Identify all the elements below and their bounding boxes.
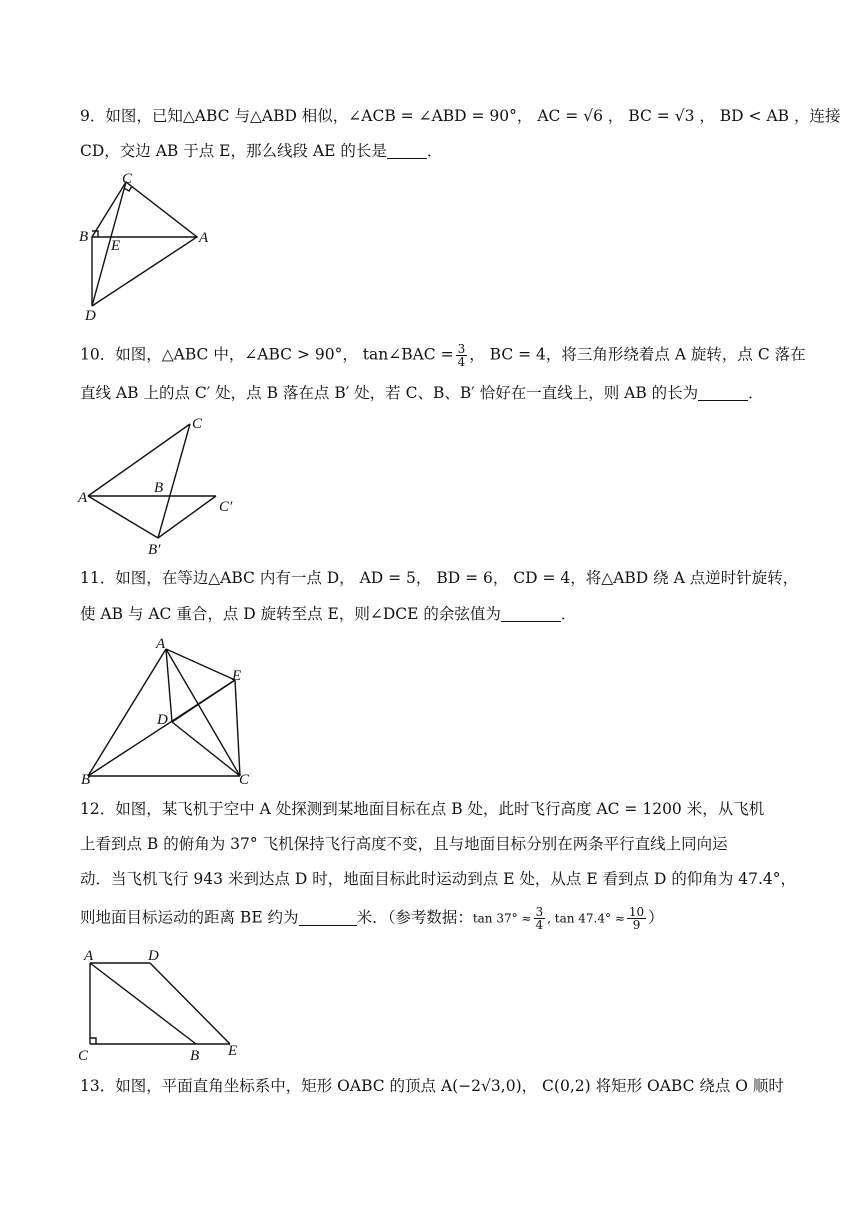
problem-text: 如图，已知△ABC 与△ABD 相似，∠ACB = ∠ABD = 90°， AC = √6 ， BC = √3 ， BD < AB ，连接 (105, 107, 841, 125)
fraction-denominator: 9 (632, 918, 641, 932)
segment-ae (166, 649, 235, 680)
problem-number: 9． (80, 107, 106, 125)
figure-11 (78, 632, 268, 787)
segment-b-prime-c-prime (158, 496, 216, 538)
figure-12 (78, 944, 258, 1064)
problem-text: 米．（参考数据： (356, 908, 473, 927)
problem-text: 则地面目标运动的距离 BE 约为 (80, 908, 299, 927)
label-a: A (199, 230, 209, 246)
fraction-numerator: 3 (457, 342, 466, 356)
answer-blank[interactable] (698, 385, 748, 401)
problem-11-line-2 (80, 604, 576, 624)
period: ． (560, 605, 577, 623)
figure-10 (78, 412, 248, 557)
problem-12-line-4 (80, 906, 664, 931)
problem-9-line-2 (80, 141, 442, 161)
problem-number: 11． (80, 569, 116, 587)
reference-tan37: tan 37° ≈ (472, 911, 532, 926)
problem-text: 如图，△ABC 中，∠ABC > 90°， tan∠BAC = (115, 345, 454, 364)
figure-9-outline (92, 182, 197, 306)
problem-text: CD，交边 AB 于点 E，那么线段 AE 的长是 (80, 142, 387, 160)
segment-de (172, 680, 235, 722)
problem-number: 12． (80, 800, 116, 818)
label-d: D (148, 948, 159, 964)
label-d: D (85, 308, 96, 324)
segment-ab-prime (88, 496, 158, 538)
right-angle-mark-c (90, 1038, 96, 1044)
problem-9-line-1 (80, 106, 840, 126)
label-c: C (239, 772, 250, 788)
problem-text: 直线 AB 上的点 C′ 处，点 B 落在点 B′ 处，若 C、B、B′ 恰好在一直线上，则 AB 的长为 (80, 384, 699, 402)
label-a: A (78, 490, 88, 506)
segment-ac (166, 649, 240, 776)
label-b-prime: B′ (148, 542, 161, 558)
problem-number: 13． (80, 1077, 116, 1095)
label-c: C (122, 171, 133, 187)
answer-blank[interactable] (299, 910, 357, 926)
label-b: B (190, 1048, 200, 1064)
label-c-prime: C′ (219, 499, 233, 515)
period: ． (426, 142, 443, 160)
label-b: B (79, 229, 89, 245)
problem-10-line-1 (80, 343, 806, 368)
problem-number: 10． (80, 345, 116, 364)
fraction-10-9 (627, 906, 646, 931)
problem-text: ， BC = 4，将三角形绕着点 A 旋转，点 C 落在 (469, 345, 806, 364)
fraction-numerator: 10 (628, 905, 645, 919)
label-d: D (157, 712, 168, 728)
problem-13-line-1 (80, 1076, 784, 1096)
period: ． (748, 384, 764, 402)
problem-text: 如图，某飞机于空中 A 处探测到某地面目标在点 B 处，此时飞行高度 AC = 1200 米，从飞机 (115, 800, 765, 818)
label-e: E (228, 1043, 238, 1059)
segment-ec (235, 680, 240, 776)
problem-text: 上看到点 B 的俯角为 37° 飞机保持飞行高度不变，且与地面目标分别在两条平行直线上同向运 (80, 835, 728, 853)
problem-text: 使 AB 与 AC 重合，点 D 旋转至点 E，则∠DCE 的余弦值为 (80, 605, 501, 623)
answer-blank[interactable] (387, 143, 427, 159)
fraction-3-4 (534, 906, 546, 931)
fraction-denominator: 4 (457, 355, 466, 369)
answer-blank[interactable] (501, 606, 561, 622)
problem-11-line-1 (80, 568, 798, 588)
problem-12-line-1 (80, 799, 764, 819)
label-c: C (78, 1048, 89, 1064)
label-e: E (232, 668, 242, 684)
problem-text: 动．当飞机飞行 943 米到达点 D 时，地面目标此时运动到点 E 处，从点 E 看到点 D 的仰角为 47.4°， (80, 870, 797, 888)
label-c: C (192, 416, 203, 432)
segment-dc (172, 722, 240, 776)
close-paren: ） (648, 908, 664, 927)
segment-ab (90, 963, 196, 1044)
problem-text: 如图，在等边△ABC 内有一点 D， AD = 5， BD = 6， CD = 4，将△ABD 绕 A 点逆时针旋转， (115, 569, 799, 587)
label-a: A (156, 636, 166, 652)
segment-ab (88, 649, 166, 776)
problem-12-line-2 (80, 834, 728, 854)
problem-12-line-3 (80, 869, 796, 889)
segment-de (150, 963, 230, 1044)
problem-10-line-2 (80, 383, 764, 403)
problem-text: 如图，平面直角坐标系中，矩形 OABC 的顶点 A(−2√3,0)， C(0,2) 将矩形 OABC 绕点 O 顺时 (115, 1077, 784, 1095)
label-e: E (111, 238, 121, 254)
label-a: A (84, 948, 94, 964)
reference-tan47: , tan 47.4° ≈ (547, 911, 625, 926)
segment-ac (88, 424, 190, 496)
figure-9 (78, 170, 218, 324)
fraction-numerator: 3 (535, 905, 544, 919)
label-b: B (81, 772, 91, 788)
fraction-denominator: 4 (535, 918, 544, 932)
fraction-3-4 (456, 343, 468, 368)
label-b: B (154, 480, 164, 496)
